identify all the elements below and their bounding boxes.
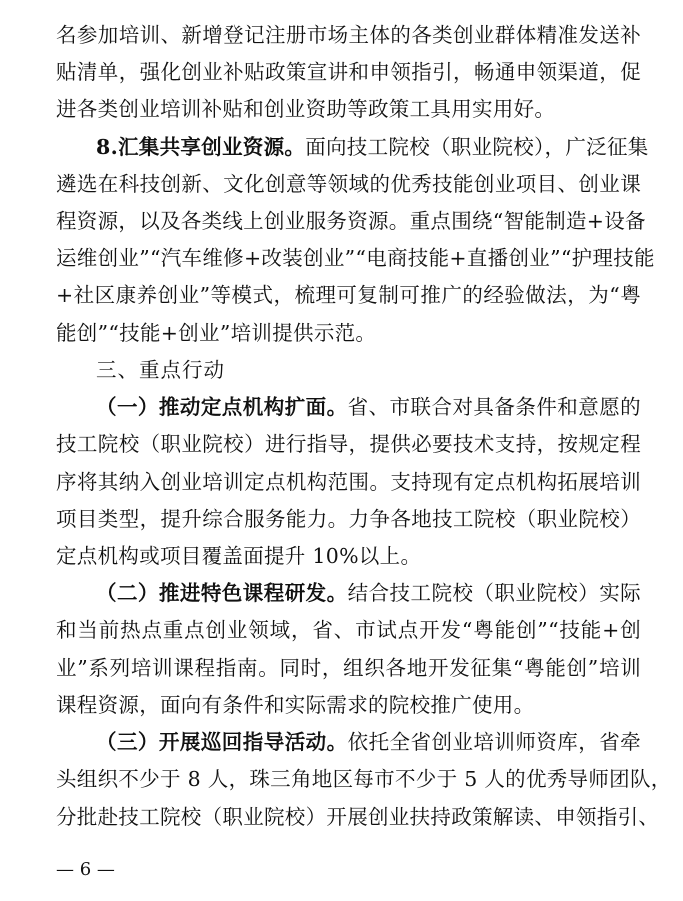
action-2-heading: （二）推进特色课程研发。 xyxy=(96,581,348,605)
text-line: 序将其纳入创业培训定点机构范围。支持现有定点机构拓展培训 xyxy=(56,470,641,494)
text-line: 技工院校（职业院校）进行指导，提供必要技术支持，按规定程 xyxy=(56,432,641,456)
text-line: 分批赴技工院校（职业院校）开展创业扶持政策解读、申领指引、 xyxy=(56,805,660,829)
paragraph-action-2 xyxy=(96,575,641,611)
text-line: 能创”“技能+创业”培训提供示范。 xyxy=(56,321,377,345)
text-line: 项目类型，提升综合服务能力。力争各地技工院校（职业院校） xyxy=(56,507,641,531)
text-line: 运维创业”“汽车维修+改装创业”“电商技能+直播创业”“护理技能 xyxy=(56,246,655,270)
text-line: 名参加培训、新增登记注册市场主体的各类创业群体精准发送补 xyxy=(56,23,641,47)
text-line: 头组织不少于 8 人，珠三角地区每市不少于 5 人的优秀导师团队， xyxy=(56,767,672,791)
item-8-text: 面向技工院校（职业院校），广泛征集 xyxy=(305,135,649,159)
paragraph-action-1 xyxy=(96,389,641,425)
action-1-text: 省、市联合对具备条件和意愿的 xyxy=(347,395,641,419)
text-line: 业”系列培训课程指南。同时，组织各地开发征集“粤能创”培训 xyxy=(56,656,641,680)
item-8-heading: 8.汇集共享创业资源。 xyxy=(96,135,306,159)
text-line: 程资源，以及各类线上创业服务资源。重点围绕“智能制造+设备 xyxy=(56,209,646,233)
action-2-text: 结合技工院校（职业院校）实际 xyxy=(347,581,641,605)
section-heading: 三、重点行动 xyxy=(96,358,225,382)
text-line: 课程资源，面向有条件和实际需求的院校推广使用。 xyxy=(56,693,535,717)
page-number: — 6 — xyxy=(56,859,115,880)
text-line: 遴选在科技创新、文化创意等领域的优秀技能创业项目、创业课 xyxy=(56,172,641,196)
paragraph-action-3 xyxy=(96,724,641,760)
text-line: 进各类创业培训补贴和创业资助等政策工具用实用好。 xyxy=(56,97,556,121)
action-3-text: 依托全省创业培训师资库，省牵 xyxy=(347,730,641,754)
text-line: 贴清单，强化创业补贴政策宣讲和申领指引，畅通申领渠道，促 xyxy=(56,60,641,84)
action-3-heading: （三）开展巡回指导活动。 xyxy=(96,730,348,754)
action-1-heading: （一）推动定点机构扩面。 xyxy=(96,395,348,419)
paragraph-item-8 xyxy=(96,129,649,165)
text-line: +社区康养创业”等模式，梳理可复制可推广的经验做法，为“粤 xyxy=(56,283,641,307)
text-line: 定点机构或项目覆盖面提升 10%以上。 xyxy=(56,544,422,568)
text-line: 和当前热点重点创业领域，省、市试点开发“粤能创”“技能+创 xyxy=(56,618,641,642)
